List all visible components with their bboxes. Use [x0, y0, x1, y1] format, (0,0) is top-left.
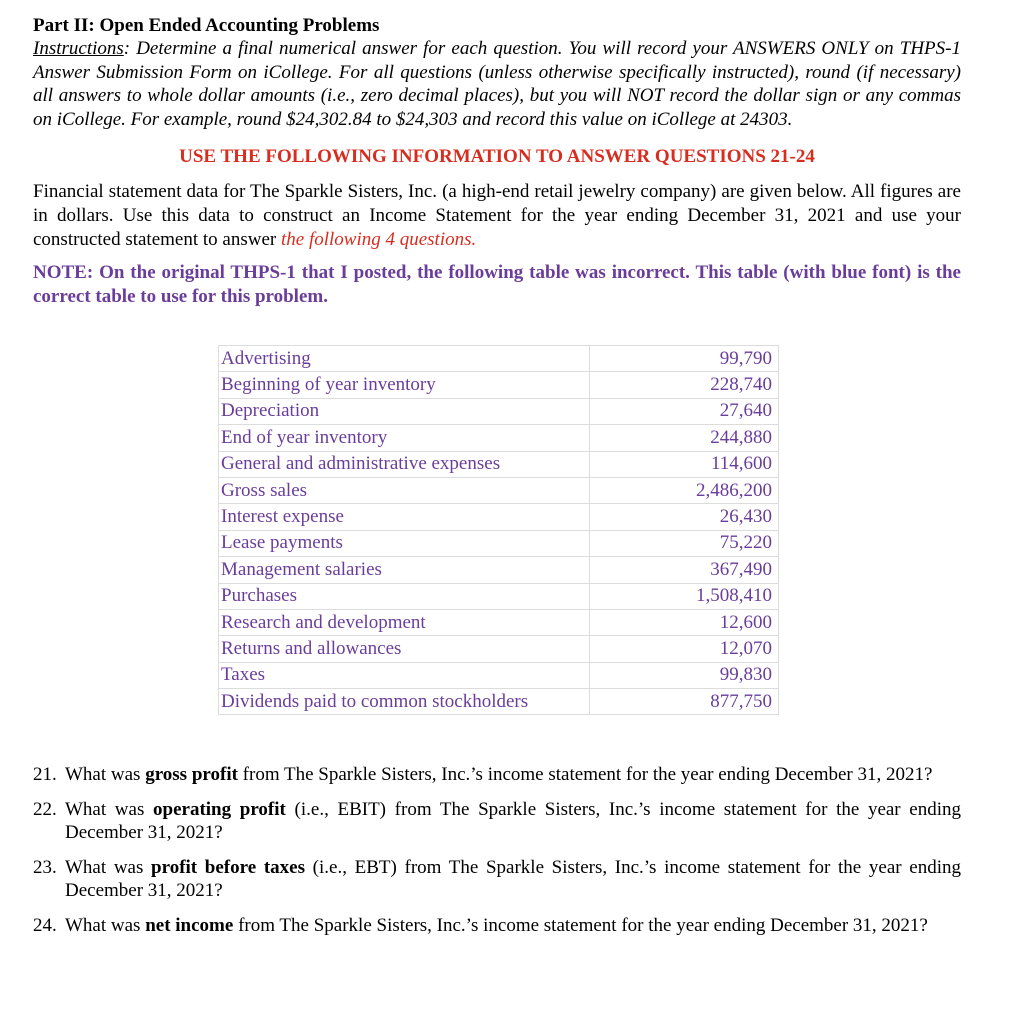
row-value: 75,220 [590, 530, 779, 556]
table-row [219, 689, 779, 715]
question-text: What was profit before taxes (i.e., EBT) from The Sparkle Sisters, Inc.’s income statement for the year ending December 31, 2021? [65, 856, 961, 902]
question-text: What was net income from The Sparkle Sisters, Inc.’s income statement for the year ending December 31, 2021? [65, 914, 928, 936]
instructions-label: Instructions [33, 38, 124, 59]
row-value: 2,486,200 [590, 477, 779, 503]
table-row [219, 583, 779, 609]
use-info-heading: USE THE FOLLOWING INFORMATION TO ANSWER QUESTIONS 21-24 [179, 146, 815, 168]
row-label: General and administrative expenses [219, 451, 590, 477]
question-23 [33, 856, 961, 903]
row-label: Purchases [219, 583, 590, 609]
table-row [219, 477, 779, 503]
table-row [219, 557, 779, 583]
intro-highlight: the following 4 questions. [280, 228, 477, 250]
question-24 [33, 914, 961, 938]
row-label: Management salaries [219, 557, 590, 583]
question-21 [33, 763, 961, 787]
table-row [219, 451, 779, 477]
row-value: 26,430 [590, 504, 779, 530]
table-row [219, 425, 779, 451]
row-value: 1,508,410 [590, 583, 779, 609]
intro-paragraph [33, 180, 961, 251]
table-row [219, 530, 779, 556]
row-label: Taxes [219, 662, 590, 688]
table-row [219, 636, 779, 662]
row-value: 114,600 [590, 451, 779, 477]
question-text: What was gross profit from The Sparkle Sisters, Inc.’s income statement for the year ending December 31, 2021? [65, 764, 933, 785]
row-value: 228,740 [590, 372, 779, 398]
table-row [219, 504, 779, 530]
row-label: End of year inventory [219, 425, 590, 451]
question-number: 21. [33, 764, 57, 785]
page-title: Part II: Open Ended Accounting Problems [33, 15, 380, 36]
row-label: Gross sales [219, 477, 590, 503]
table-row [219, 662, 779, 688]
question-text: What was operating profit (i.e., EBIT) from The Sparkle Sisters, Inc.’s income statement for the year ending December 31, 2021? [65, 798, 961, 844]
row-value: 367,490 [590, 557, 779, 583]
instructions-text: : Determine a final numerical answer for each question. You will record your ANSWERS ONLY on THPS-1 Answer Submission Form on iCollege. For all questions (unless otherwise specifically instructed), round (if necessary) all answers to whole dollar amounts (i.e., zero decimal places), but you will NOT record the dollar sign or any commas on iCollege. For example, round $24,302.84 to $24,303 and record this value on iCollege at 24303. [33, 38, 961, 130]
question-number: 24. [33, 914, 57, 936]
row-value: 244,880 [590, 425, 779, 451]
row-label: Research and development [219, 609, 590, 635]
row-value: 12,600 [590, 609, 779, 635]
table-row [219, 398, 779, 424]
row-label: Dividends paid to common stockholders [219, 689, 590, 715]
row-label: Advertising [219, 346, 590, 372]
table-row [219, 346, 779, 372]
row-value: 12,070 [590, 636, 779, 662]
instructions-paragraph [33, 37, 961, 131]
row-value: 877,750 [590, 689, 779, 715]
row-value: 27,640 [590, 398, 779, 424]
financial-data-table [218, 345, 779, 715]
row-label: Beginning of year inventory [219, 372, 590, 398]
question-number: 23. [33, 856, 57, 878]
row-value: 99,790 [590, 346, 779, 372]
correction-note: NOTE: On the original THPS-1 that I posted, the following table was incorrect. This table (with blue font) is the correct table to use for this problem. [33, 262, 961, 307]
row-label: Lease payments [219, 530, 590, 556]
question-number: 22. [33, 798, 57, 820]
row-value: 99,830 [590, 662, 779, 688]
table-row [219, 609, 779, 635]
row-label: Returns and allowances [219, 636, 590, 662]
row-label: Depreciation [219, 398, 590, 424]
row-label: Interest expense [219, 504, 590, 530]
intro-text: Financial statement data for The Sparkle Sisters, Inc. (a high-end retail jewelry company) are given below. All figures are in dollars. Use this data to construct an Income Statement for the year ending December 31, 2021 and use your constructed statement to answer [33, 181, 961, 250]
questions-list [33, 763, 961, 949]
question-22 [33, 798, 961, 845]
table-row [219, 372, 779, 398]
document-page [33, 14, 961, 936]
